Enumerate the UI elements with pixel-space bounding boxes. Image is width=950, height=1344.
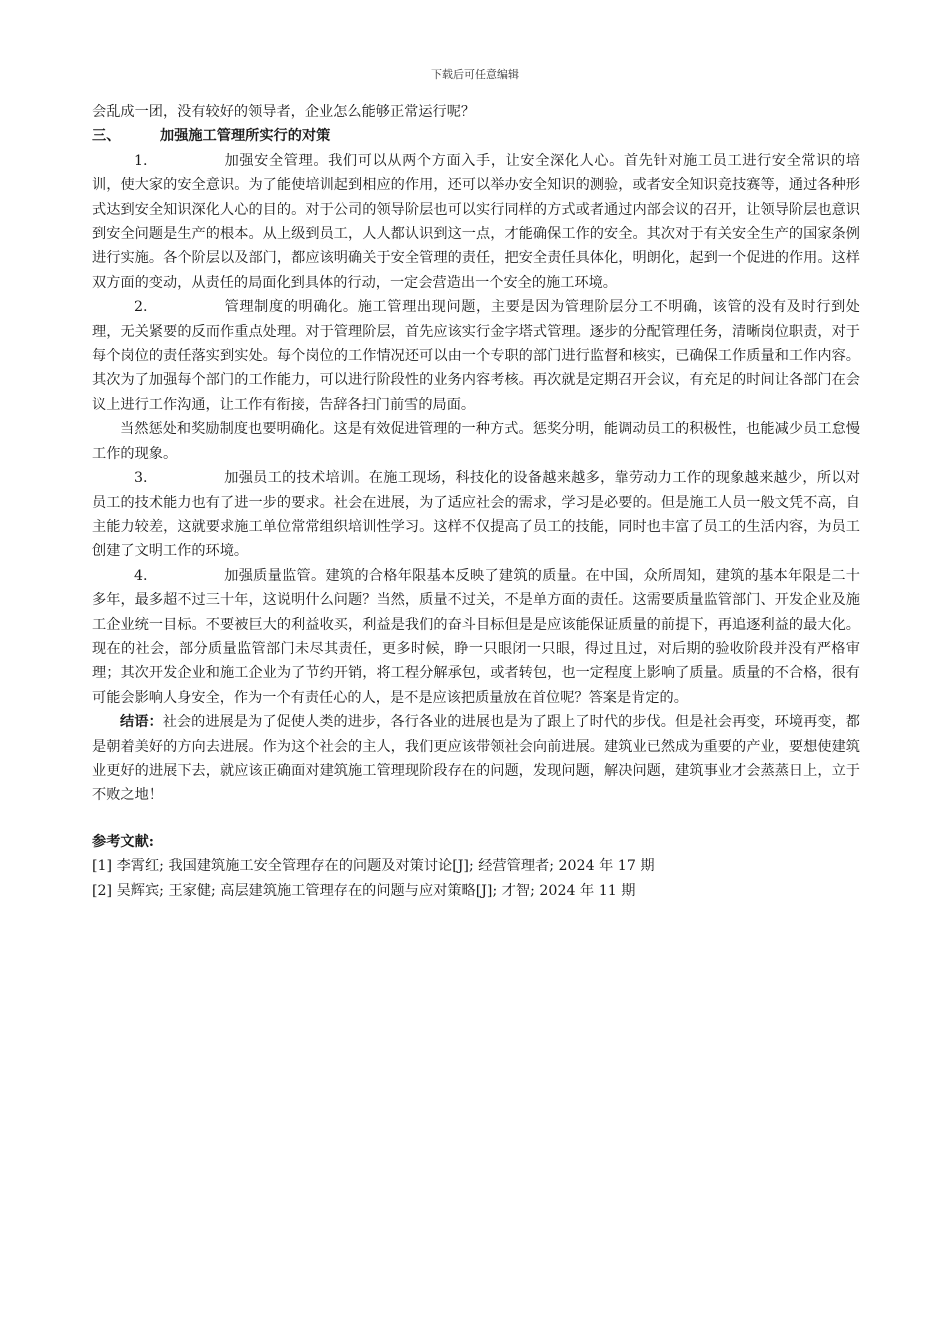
- item-text: 加强员工的技术培训。在施工现场，科技化的设备越来越多，靠劳动力工作的现象越来越少，所以对员工的技术能力也有了进一步的要求。社会在进展，为了适应社会的需求，学习是必要的。但是施工人员一般文凭不高，自主能力较差，这就要求施工单位常常组织培训性学习。这样不仅提高了员工的技能，同时也丰富了员工的生活内容，为员工创建了文明工作的环境。: [92, 470, 860, 560]
- conclusion-label: 结语：: [120, 714, 163, 731]
- document-body: [92, 100, 860, 903]
- item-number: 4.: [134, 567, 148, 584]
- item-text: 加强质量监管。建筑的合格年限基本反映了建筑的质量。在中国，众所周知，建筑的基本年限是二十多年，最多超不过三十年，这说明什么问题？当然，质量不过关，不是单方面的责任。这需要质量监管部门、开发企业及施工企业统一目标。不要被巨大的利益收买，利益是我们的奋斗目标但是是应该能保证质量的前提下，再追逐利益的最大化。现在的社会，部分质量监管部门未尽其责任，更多时候，睁一只眼闭一只眼，得过且过，对后期的验收阶段并没有严格审理；其次开发企业和施工企业为了节约开销，将工程分解承包，或者转包，也一定程度上影响了质量。质量的不合格，很有可能会影响人身安全，作为一个有责任心的人，是不是应该把质量放在首位呢？答案是肯定的。: [92, 567, 860, 706]
- list-item: [92, 466, 860, 564]
- list-item: [92, 564, 860, 710]
- reference-item: [2] 吴辉宾; 王家健; 高层建筑施工管理存在的问题与应对策略[J]; 才智; 2024 年 11 期: [92, 882, 636, 899]
- reward-paragraph: 当然惩处和奖励制度也要明确化。这是有效促进管理的一种方式。惩奖分明，能调动员工的积极性，也能减少员工怠慢工作的现象。: [92, 421, 860, 462]
- list-item: [92, 149, 860, 295]
- references-title: 参考文献:: [92, 833, 154, 850]
- conclusion-text: 社会的进展是为了促使人类的进步，各行各业的进展也是为了跟上了时代的步伐。但是社会再变，环境再变，都是朝着美好的方向去进展。作为这个社会的主人，我们更应该带领社会向前进展。建筑业已然成为重要的产业，要想使建筑业更好的进展下去，就应该正确面对建筑施工管理现阶段存在的问题，发现问题，解决问题，建筑事业才会蒸蒸日上，立于不败之地！: [92, 714, 860, 804]
- item-text: 管理制度的明确化。施工管理出现问题，主要是因为管理阶层分工不明确，该管的没有及时行到处理，无关紧要的反而作重点处理。对于管理阶层，首先应该实行金字塔式管理。逐步的分配管理任务，清晰岗位职责，对于每个岗位的责任落实到实处。每个岗位的工作情况还可以由一个专职的部门进行监督和核实，已确保工作质量和工作内容。其次为了加强每个部门的工作能力，可以进行阶段性的业务内容考核。再次就是定期召开会议，有充足的时间让各部门在会议上进行工作沟通，让工作有衔接，告辞各扫门前雪的局面。: [92, 299, 860, 413]
- section-number: 三、: [92, 128, 121, 145]
- item-number: 1.: [134, 152, 148, 169]
- item-number: 3.: [134, 470, 148, 487]
- page-header: 下载后可任意编辑: [431, 68, 519, 81]
- section-title: 加强施工管理所实行的对策: [160, 128, 331, 145]
- intro-line: 会乱成一团，没有较好的领导者，企业怎么能够正常运行呢？: [92, 104, 476, 120]
- reference-item: [1] 李霄红; 我国建筑施工安全管理存在的问题及对策讨论[J]; 经营管理者; 2024 年 17 期: [92, 858, 655, 875]
- section-heading: [92, 124, 860, 148]
- item-number: 2.: [134, 299, 148, 316]
- item-text: 加强安全管理。我们可以从两个方面入手，让安全深化人心。首先针对施工员工进行安全常识的培训，使大家的安全意识。为了能使培训起到相应的作用，还可以举办安全知识的测验，或者安全知识竞技赛等，通过各种形式达到安全知识深化人心的目的。对于公司的领导阶层也可以实行同样的方式或者通过内部会议的召开，让领导阶层也意识到安全问题是生产的根本。从上级到员工，人人都认识到这一点，才能确保工作的安全。其次对于有关安全生产的国家条例进行实施。各个阶层以及部门，都应该明确关于安全管理的责任，把安全责任具体化，明朗化，起到一个促进的作用。这样双方面的变动，从责任的局面化到具体的行动，一定会营造出一个安全的施工环境。: [92, 152, 860, 291]
- conclusion-paragraph: [92, 710, 860, 808]
- list-item: [92, 295, 860, 417]
